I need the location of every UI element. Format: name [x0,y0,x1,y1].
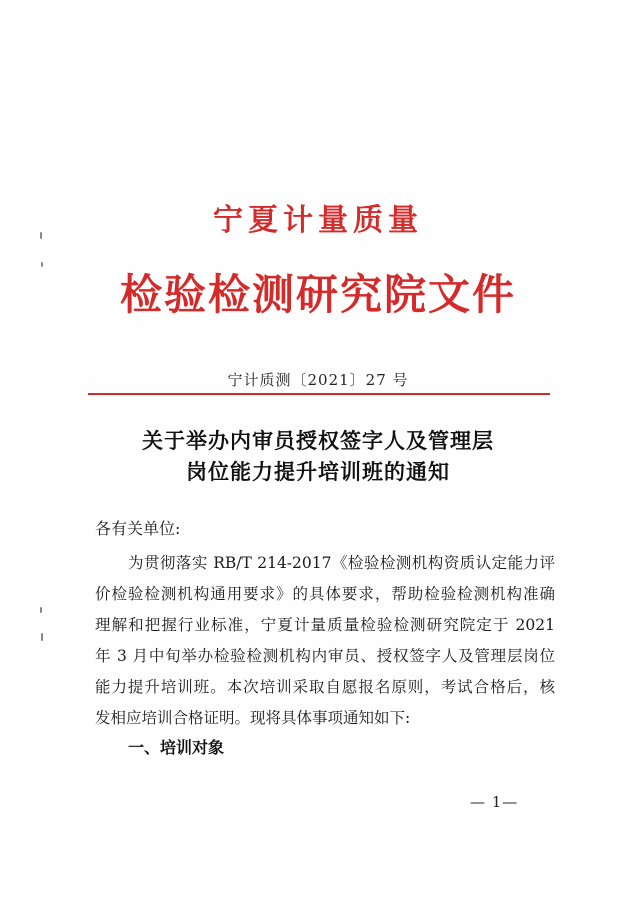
section-heading: 一、培训对象 [128,738,225,757]
binding-hole-mark [40,607,42,613]
body-line: 理解和把握行业标准，宁夏计量质量检验检测研究院定于 2021 [95,616,555,634]
binding-hole-mark [41,262,43,267]
document-number: 宁计质测〔2021〕27 号 [227,371,409,389]
page-number: — 1— [470,793,519,811]
document-title-line2: 岗位能力提升培训班的通知 [186,459,450,484]
issuer-name-line2: 检验检测研究院文件 [119,270,516,319]
document-title-line1: 关于举办内审员授权签字人及管理层 [142,428,494,453]
red-divider-line [88,393,550,395]
body-line: 年 3 月中旬举办检验检测机构内审员、授权签字人及管理层岗位 [95,647,555,665]
body-line: 价检验检测机构通用要求》的具体要求，帮助检验检测机构准确 [95,585,555,603]
binding-hole-mark [41,633,43,641]
body-line: 发相应培训合格证明。现将具体事项通知如下: [95,709,411,727]
binding-hole-mark [40,232,42,239]
issuer-name-line1: 宁夏计量质量 [213,203,423,238]
body-line: 能力提升培训班。本次培训采取自愿报名原则，考试合格后，核 [95,678,555,696]
body-line: 为贯彻落实 RB/T 214-2017《检验检测机构资质认定能力评 [128,554,555,572]
salutation: 各有关单位: [95,519,181,538]
